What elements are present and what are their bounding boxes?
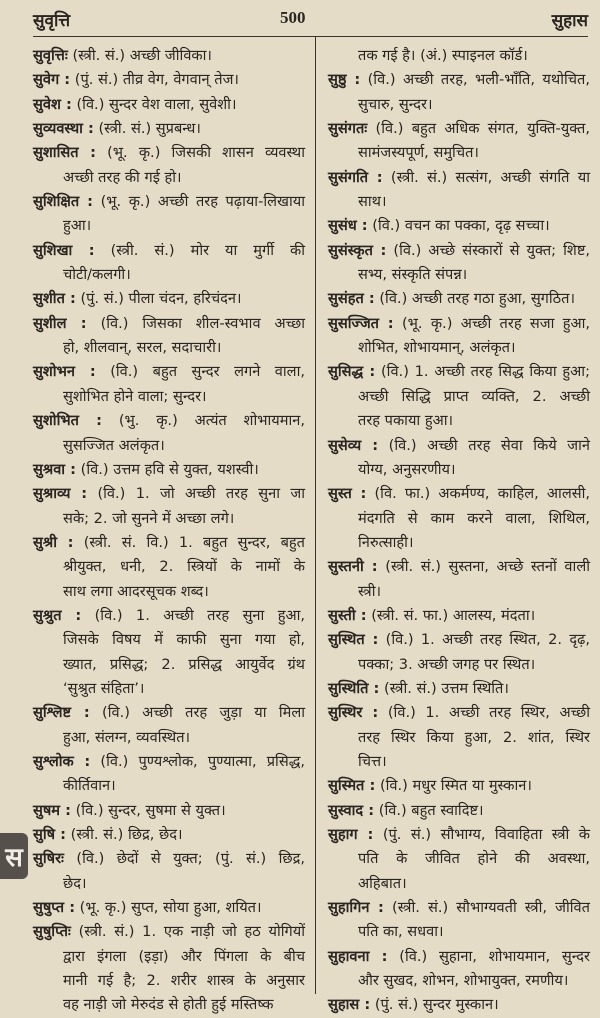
dictionary-entry (328, 701, 590, 774)
definition-text: (वि.) 1. अच्छी तरह स्थित, 2. दृढ़, (385, 631, 591, 649)
entry-line (33, 896, 305, 920)
definition-text: (पुं. सं.) सौभाग्य, विवाहिता स्त्री के (382, 826, 590, 843)
headword: सुश्राव्य : (33, 485, 88, 503)
dictionary-entry (328, 799, 590, 823)
definition-text: मंदगति से काम करने वाला, शिथिल, (358, 509, 590, 527)
dictionary-entry (33, 531, 305, 604)
entry-line (33, 434, 305, 458)
definition-text: (पुं. सं.) तीव्र वेग, वेगवान् तेज। (74, 71, 239, 89)
page-number: 500 (280, 8, 306, 27)
headword: सुश्रवा : (33, 460, 77, 478)
dictionary-entry (328, 44, 590, 68)
definition-text: सुशोभित होने वाला; सुन्दर। (63, 387, 207, 405)
definition-text: योग्य, अनुसरणीय। (358, 460, 456, 478)
definition-text: (वि.) मधुर स्मित या मुस्कान। (379, 777, 532, 795)
entry-line (328, 945, 590, 969)
entry-line (33, 166, 305, 190)
headword: सुष्ठु : (328, 71, 361, 89)
right-guide-word: सुहास (551, 11, 588, 31)
definition-text: (वि.) पुण्यश्लोक, पुण्यात्मा, प्रसिद्ध, (100, 752, 305, 770)
entry-line (33, 531, 305, 555)
entry-line (33, 44, 305, 68)
entry-line (328, 555, 590, 579)
headword: सुस्ती : (328, 606, 367, 624)
dictionary-entry (328, 677, 590, 701)
entry-line (328, 482, 590, 506)
headword: सुहाग : (328, 826, 374, 843)
definition-text: (पुं. सं.) सुन्दर मुस्कान। (374, 996, 499, 1014)
entry-line (328, 287, 590, 311)
headword: सुवृत्तिः (33, 47, 68, 64)
definition-text: सामंजस्यपूर्ण, समुचित। (358, 144, 479, 162)
entry-line (328, 385, 590, 409)
definition-text: साथ। (358, 193, 387, 211)
definition-text: (वि.) बहुत अधिक संगत, युक्ति-युक्त, (375, 120, 590, 138)
entry-line (33, 993, 305, 1017)
definition-text: (भू. कृ.) अच्छी तरह पढ़ाया-लिखाया (100, 193, 305, 211)
definition-text: सुचारु, सुन्दर। (358, 95, 433, 113)
definition-text: (वि.) 1. अच्छी तरह सुना हुआ, (94, 606, 306, 624)
definition-text: (स्त्री. सं.) छिद्र, छेद। (70, 826, 183, 843)
definition-text: चित्त। (358, 752, 387, 770)
entry-line (33, 239, 305, 263)
entry-line (328, 920, 590, 944)
definition-text: कीर्तिवान। (63, 777, 116, 795)
definition-text: (वि.) अच्छे संस्कारों से युक्त; शिष्ट, (393, 241, 590, 259)
headword: सुसंगति : (328, 168, 383, 186)
entry-line (33, 701, 305, 725)
entry-line (328, 117, 590, 141)
definition-text: छेद। (63, 874, 87, 892)
right-column (328, 44, 590, 1018)
headword: सुसंध : (328, 217, 368, 235)
dictionary-entry (33, 847, 305, 896)
definition-text: तक गई है। (अं.) स्पाइनल कॉर्ड। (358, 47, 528, 64)
definition-text: निरुत्साही। (358, 533, 414, 551)
dictionary-entry (33, 750, 305, 799)
definition-text: (स्त्री. सं.) सुस्तना, अच्छे स्तनों वाली (385, 558, 590, 576)
definition-text: (भू. कृ.) अच्छी तरह सजा हुआ, (401, 314, 591, 332)
dictionary-entry (33, 190, 305, 239)
entry-line (33, 68, 305, 92)
entry-line (33, 580, 305, 604)
dictionary-entry (328, 628, 590, 677)
definition-text: ‘सुश्रुत संहिता’। (63, 679, 145, 697)
entry-line (328, 531, 590, 555)
definition-text: द्वारा इंगला (इड़ा) और पिंगला के बीच (63, 947, 305, 965)
entry-line (328, 628, 590, 652)
dictionary-entry (33, 93, 305, 117)
definition-text: (भू. कृ.) सुप्त, सोया हुआ, शयित। (79, 899, 262, 917)
definition-text: सके; 2. जो सुनने में अच्छा लगे। (63, 509, 235, 527)
headword: सुवेग : (33, 71, 71, 89)
definition-text: (वि.) सुहाना, शोभायमान, सुन्दर (399, 947, 591, 965)
dictionary-entry (33, 701, 305, 750)
dictionary-entry (328, 774, 590, 798)
entry-line (328, 93, 590, 117)
entry-line (33, 628, 305, 652)
headword: सुसेव्य : (328, 436, 379, 454)
headword: सुशील : (33, 314, 87, 332)
header-rule (33, 36, 588, 37)
headword: सुसज्जित : (328, 314, 394, 332)
dictionary-entry (33, 141, 305, 190)
entry-line (33, 141, 305, 165)
dictionary-entry (33, 312, 305, 361)
entry-line (33, 93, 305, 117)
entry-line (328, 214, 590, 238)
headword: सुशिक्षित : (33, 193, 93, 211)
dictionary-entry (33, 896, 305, 920)
definition-text: चोटी/कलगी। (63, 266, 131, 284)
headword: सुसिद्ध : (328, 363, 376, 381)
definition-text: सुसज्जित अलंकृत। (63, 436, 165, 454)
entry-line (328, 701, 590, 725)
dictionary-entry (33, 68, 305, 92)
headword: सुशिखा : (33, 241, 95, 259)
headword: सुस्वाद : (328, 801, 375, 819)
entry-line (328, 580, 590, 604)
headword: सुषुप्त : (33, 899, 76, 917)
entry-line (33, 385, 305, 409)
entry-line (328, 847, 590, 871)
entry-line (328, 896, 590, 920)
entry-line (328, 434, 590, 458)
dictionary-entry (328, 239, 590, 288)
definition-text: (स्त्री. सं.) उत्तम स्थिति। (384, 679, 509, 697)
entry-line (33, 774, 305, 798)
column-divider (315, 37, 316, 994)
entry-line (33, 482, 305, 506)
dictionary-entry (33, 823, 305, 847)
entry-line (33, 604, 305, 628)
entry-line (33, 190, 305, 214)
definition-text: (वि.) बहुत स्वादिष्ट। (378, 801, 484, 819)
dictionary-entry (33, 117, 305, 141)
entry-line (33, 263, 305, 287)
entry-line (328, 360, 590, 384)
dictionary-entry (33, 44, 305, 68)
definition-text: (वि. फा.) अकर्मण्य, काहिल, आलसी, (374, 485, 590, 503)
thumb-index-tab: स (0, 833, 28, 879)
entry-line (33, 117, 305, 141)
entry-line (328, 44, 590, 68)
entry-line (328, 823, 590, 847)
definition-text: (स्त्री. सं. वि.) 1. बहुत सुन्दर, बहुत (83, 533, 305, 551)
headword: सुहागिन : (328, 899, 384, 917)
definition-text: अहिबात। (358, 874, 407, 892)
definition-text: (स्त्री. सं.) मोर या मुर्गी की (110, 241, 305, 259)
definition-text: वह नाड़ी जो मेरुदंड से होती हुई मस्तिष्क (63, 996, 274, 1014)
dictionary-entry (328, 555, 590, 604)
entry-line (33, 336, 305, 360)
dictionary-entry (328, 214, 590, 238)
definition-text: और सुखद, शोभन, शोभायुक्त, रमणीय। (358, 972, 569, 990)
definition-text: हुआ, संलग्न, व्यवस्थित। (63, 728, 191, 746)
definition-text: (पुं. सं.) पीला चंदन, हरिचंदन। (80, 290, 242, 308)
headword: सुशीत : (33, 290, 76, 308)
definition-text: (स्त्री. सं.) 1. एक नाड़ी जो हठ योगियों (78, 923, 305, 941)
entry-line (33, 969, 305, 993)
dictionary-entry (328, 945, 590, 994)
entry-line (33, 555, 305, 579)
dictionary-entry (328, 312, 590, 361)
entry-line (328, 190, 590, 214)
entry-line (328, 312, 590, 336)
entry-line (33, 750, 305, 774)
definition-text: (वि.) छेदों से युक्त; (पुं. सं.) छिद्र, (76, 850, 305, 868)
entry-line (33, 409, 305, 433)
definition-text: पति का, सधवा। (358, 923, 444, 941)
headword: सुषि : (33, 826, 66, 843)
headword: सुहास : (328, 996, 371, 1014)
entry-line (328, 141, 590, 165)
dictionary-entry (328, 117, 590, 166)
dictionary-entry (328, 166, 590, 215)
headword: सुस्त : (328, 485, 367, 503)
entry-line (328, 507, 590, 531)
definition-text: (स्त्री. सं.) सौभाग्यवती स्त्री, जीवित (392, 899, 590, 917)
definition-text: तरह पकाया हुआ। (358, 412, 454, 430)
entry-line (33, 653, 305, 677)
entry-line (328, 872, 590, 896)
left-guide-word: सुवृत्ति (33, 11, 71, 31)
entry-line (328, 166, 590, 190)
dictionary-entry (328, 360, 590, 433)
definition-text: पति के जीवित होने की अवस्था, (358, 850, 590, 868)
headword: सुश्लिष्ट : (33, 704, 90, 722)
entry-line (33, 677, 305, 701)
entry-line (328, 774, 590, 798)
entry-line (328, 604, 590, 628)
entry-line (328, 726, 590, 750)
definition-text: अच्छी तरह की गई हो। (63, 168, 182, 186)
dictionary-entry (328, 482, 590, 555)
definition-text: (वि.) सुन्दर, सुषमा से युक्त। (75, 801, 226, 819)
entry-line (33, 507, 305, 531)
definition-text: हो, शीलवान्, सरल, सदाचारी। (63, 339, 222, 357)
entry-line (328, 969, 590, 993)
definition-text: (वि.) 1. अच्छी तरह सिद्ध किया हुआ; (380, 363, 591, 381)
headword: सुव्यवस्था : (33, 120, 94, 138)
dictionary-entry (328, 434, 590, 483)
headword: सुसंगतः (328, 120, 368, 138)
headword: सुश्री : (33, 533, 74, 551)
entry-line (328, 68, 590, 92)
definition-text: (वि.) अच्छी तरह, भली-भाँति, यथोचित, (367, 71, 590, 89)
entry-line (33, 312, 305, 336)
entry-line (328, 336, 590, 360)
definition-text: (भू. कृ.) जिसकी शासन व्यवस्था (107, 144, 305, 162)
definition-text: श्रीयुक्त, धनी, 2. स्त्रियों के नामों के (63, 558, 305, 576)
definition-text: हुआ। (63, 217, 92, 235)
entry-line (328, 993, 590, 1017)
headword: सुषुप्तिः (33, 923, 71, 941)
definition-text: सभ्य, संस्कृति संपन्न। (358, 266, 468, 284)
dictionary-entry (33, 482, 305, 531)
dictionary-entry (33, 409, 305, 458)
definition-text: (स्त्री. सं.) सुप्रबन्ध। (98, 120, 201, 138)
dictionary-entry (33, 920, 305, 1017)
dictionary-entry (33, 239, 305, 288)
definition-text: (वि.) बहुत सुन्दर लगने वाला, (110, 363, 305, 381)
headword: सुवेश : (33, 95, 72, 113)
definition-text: (वि.) जिसका शील-स्वभाव अच्छा (100, 314, 305, 332)
dictionary-entry (33, 799, 305, 823)
entry-line (328, 677, 590, 701)
entry-line (328, 653, 590, 677)
headword: सुस्थिर : (328, 704, 379, 722)
definition-text: अच्छी सिद्धि प्राप्त व्यक्ति, 2. अच्छी (358, 387, 590, 405)
dictionary-entry (328, 604, 590, 628)
entry-line (33, 920, 305, 944)
entry-line (33, 287, 305, 311)
definition-text: (वि.) सुन्दर वेश वाला, सुवेशी। (76, 95, 237, 113)
entry-line (33, 726, 305, 750)
definition-text: (स्त्री. सं.) सत्संग, अच्छी संगति या (390, 168, 591, 186)
entry-line (328, 799, 590, 823)
dictionary-entry (33, 458, 305, 482)
entry-line (328, 263, 590, 287)
headword: सुशोभित : (33, 412, 103, 430)
entry-line (33, 214, 305, 238)
definition-text: (भु. कृ.) अत्यंत शोभायमान, (118, 412, 306, 430)
headword: सुषिरः (33, 850, 64, 868)
entry-line (33, 799, 305, 823)
definition-text: स्त्री। (358, 582, 382, 600)
definition-text: (वि.) अच्छी तरह गठा हुआ, सुगठित। (379, 290, 576, 308)
headword: सुशोभन : (33, 363, 96, 381)
left-column (33, 44, 305, 1018)
definition-text: (वि.) 1. जो अच्छी तरह सुना जा (97, 485, 305, 503)
entry-line (328, 409, 590, 433)
headword: सुस्थिति : (328, 679, 380, 697)
entry-line (33, 458, 305, 482)
entry-line (33, 945, 305, 969)
entry-line (328, 239, 590, 263)
dictionary-entry (328, 896, 590, 945)
definition-text: जिसके विषय में काफी सुना गया हो, (63, 631, 305, 649)
definition-text: (वि.) 1. अच्छी तरह स्थिर, अच्छी (387, 704, 591, 722)
entry-line (33, 847, 305, 871)
dictionary-entry (328, 287, 590, 311)
definition-text: (वि.) अच्छी तरह सेवा किये जाने (388, 436, 591, 454)
headword: सुशासित : (33, 144, 96, 162)
definition-text: (स्त्री. सं. फा.) आलस्य, मंदता। (371, 606, 536, 624)
definition-text: (वि.) उत्तम हवि से युक्त, यशस्वी। (80, 460, 259, 478)
definition-text: ख्यात, प्रसिद्ध; 2. प्रसिद्ध आयुर्वेद ग्रंथ (63, 655, 305, 673)
dictionary-entry (328, 68, 590, 117)
headword: सुश्लोक : (33, 752, 91, 770)
definition-text: (स्त्री. सं.) अच्छी जीविका। (72, 47, 212, 64)
headword: सुसंस्कृत : (328, 241, 387, 259)
definition-text: मानी गई है; 2. शरीर शास्त्र के अनुसार (63, 972, 305, 990)
headword: सुस्थित : (328, 631, 379, 649)
definition-text: (वि.) अच्छी तरह जुड़ा या मिला (102, 704, 306, 722)
definition-text: साथ लगा आदरसूचक शब्द। (63, 582, 209, 600)
definition-text: पक्का; 3. अच्छी जगह पर स्थित। (358, 655, 536, 673)
dictionary-entry (33, 360, 305, 409)
entry-line (328, 750, 590, 774)
dictionary-entry (328, 823, 590, 896)
definition-text: (वि.) वचन का पक्का, दृढ़ सच्चा। (372, 217, 550, 235)
dictionary-entry (33, 604, 305, 701)
headword: सुस्तनी : (328, 558, 378, 576)
entry-line (33, 360, 305, 384)
entry-line (33, 823, 305, 847)
headword: सुसंहत : (328, 290, 375, 308)
dictionary-entry (33, 287, 305, 311)
definition-text: शोभित, शोभायमान्, अलंकृत। (358, 339, 516, 357)
entry-line (33, 872, 305, 896)
definition-text: तरह स्थिर किया हुआ, 2. शांत, स्थिर (358, 728, 590, 746)
headword: सुस्मित : (328, 777, 376, 795)
headword: सुहावना : (328, 947, 388, 965)
headword: सुश्रुत : (33, 606, 82, 624)
headword: सुषम : (33, 801, 71, 819)
entry-line (328, 458, 590, 482)
dictionary-entry (328, 993, 590, 1017)
